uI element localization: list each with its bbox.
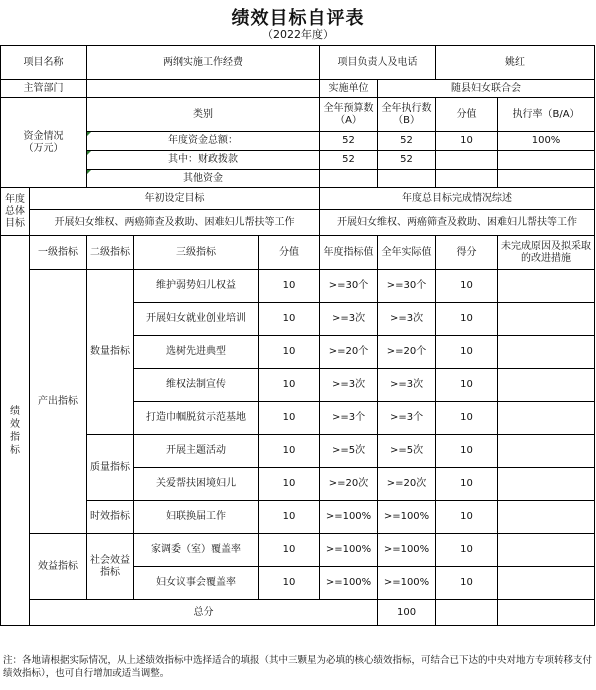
output-label: 产出指标	[30, 270, 87, 534]
table-row	[1, 501, 595, 534]
indicator-reason	[498, 468, 595, 501]
goal-set-text: 开展妇女维权、两癌筛查及救助、困难妇儿帮扶等工作	[30, 210, 320, 236]
indicator-got: 10	[436, 369, 498, 402]
indicator-score: 10	[259, 303, 320, 336]
indicator-got: 10	[436, 567, 498, 600]
indicator-reason	[498, 303, 595, 336]
indicator-name: 家调委（室）覆盖率	[134, 534, 259, 567]
unit-label: 实施单位	[320, 80, 378, 98]
funds-row	[1, 151, 595, 170]
indicator-name: 维护弱势妇儿权益	[134, 270, 259, 303]
indicator-score: 10	[259, 567, 320, 600]
funds-row	[1, 170, 595, 188]
indicator-target: >=100%	[320, 501, 378, 534]
indicator-score: 10	[259, 336, 320, 369]
table-row	[1, 435, 595, 468]
indicator-actual: >=20个	[378, 336, 436, 369]
goal-set-header: 年初设定目标	[30, 188, 320, 210]
indicator-target: >=3次	[320, 369, 378, 402]
indicator-actual: >=30个	[378, 270, 436, 303]
dept-label: 主管部门	[1, 80, 87, 98]
indicator-got: 10	[436, 468, 498, 501]
project-name-label: 项目名称	[1, 46, 87, 80]
total-score: 100	[378, 600, 436, 626]
indicator-actual: >=5次	[378, 435, 436, 468]
funds-executed-header: 全年执行数（B）	[378, 98, 436, 132]
quality-label: 质量指标	[87, 435, 134, 501]
footnote: 注：各地请根据实际情况，从上述绩效指标中选择适合的填报（其中三颗星为必填的核心绩效指标，可结合已下达的中央对地方专项转移支付绩效指标），也可自行增加或适当调整。	[3, 655, 593, 679]
indicator-score: 10	[259, 534, 320, 567]
funds-row-executed: 52	[378, 151, 436, 170]
indicator-name: 关爱帮扶困境妇儿	[134, 468, 259, 501]
funds-rate-header: 执行率（B/A）	[498, 98, 595, 132]
project-name: 两纲实施工作经费	[87, 46, 320, 80]
funds-row-budget	[320, 170, 378, 188]
table-row	[1, 534, 595, 567]
indicator-header-row	[1, 236, 595, 270]
goal-label-line3: 目标	[5, 217, 25, 229]
indicator-actual: >=3个	[378, 402, 436, 435]
indicator-reason	[498, 369, 595, 402]
indicator-got: 10	[436, 303, 498, 336]
level2-header: 二级指标	[87, 236, 134, 270]
funds-category-header: 类别	[87, 98, 320, 132]
indicator-actual: >=100%	[378, 501, 436, 534]
funds-row-score: 10	[436, 132, 498, 151]
score-header: 分值	[259, 236, 320, 270]
indicator-actual: >=100%	[378, 567, 436, 600]
indicator-score: 10	[259, 402, 320, 435]
funds-row-label: 其他资金	[87, 170, 320, 188]
goal-done-text: 开展妇女维权、两癌筛查及救助、困难妇儿帮扶等工作	[320, 210, 595, 236]
indicator-name: 维权法制宣传	[134, 369, 259, 402]
dept-value	[87, 80, 320, 98]
quantity-label: 数量指标	[87, 270, 134, 435]
funds-row-executed	[378, 170, 436, 188]
indicator-target: >=3个	[320, 402, 378, 435]
indicator-got: 10	[436, 402, 498, 435]
indicator-score: 10	[259, 369, 320, 402]
funds-row-label: 年度资金总额：	[87, 132, 320, 151]
indicator-score: 10	[259, 468, 320, 501]
goal-done-header: 年度总目标完成情况综述	[320, 188, 595, 210]
goal-label-line2: 总体	[5, 205, 25, 217]
project-contact-label: 项目负责人及电话	[320, 46, 436, 80]
indicator-reason	[498, 567, 595, 600]
indicator-target: >=30个	[320, 270, 378, 303]
level3-header: 三级指标	[134, 236, 259, 270]
evaluation-table	[0, 45, 595, 626]
indicator-score: 10	[259, 435, 320, 468]
project-row	[1, 46, 595, 80]
level1-header: 一级指标	[30, 236, 87, 270]
indicator-got: 10	[436, 336, 498, 369]
indicator-got: 10	[436, 501, 498, 534]
indicator-name: 妇联换届工作	[134, 501, 259, 534]
goal-text-row	[1, 210, 595, 236]
indicator-reason	[498, 435, 595, 468]
funds-row-score	[436, 170, 498, 188]
indicator-target: >=3次	[320, 303, 378, 336]
indicator-actual: >=100%	[378, 534, 436, 567]
indicator-name: 开展主题活动	[134, 435, 259, 468]
indicator-side-label	[1, 236, 30, 626]
indicator-name: 妇女议事会覆盖率	[134, 567, 259, 600]
page-subtitle: （2022年度）	[262, 28, 334, 41]
indicator-score: 10	[259, 501, 320, 534]
funds-row-label: 其中：财政拨款	[87, 151, 320, 170]
indicator-target: >=100%	[320, 567, 378, 600]
funds-row-rate	[498, 170, 595, 188]
actual-header: 全年实际值	[378, 236, 436, 270]
indicator-got: 10	[436, 270, 498, 303]
funds-label	[1, 98, 87, 188]
indicator-name: 打造巾帼脱贫示范基地	[134, 402, 259, 435]
unit-value: 随县妇女联合会	[378, 80, 595, 98]
funds-label-line2: （万元）	[23, 142, 64, 154]
funds-score-header: 分值	[436, 98, 498, 132]
time-label: 时效指标	[87, 501, 134, 534]
indicator-actual: >=3次	[378, 369, 436, 402]
indicator-reason	[498, 270, 595, 303]
reason-header: 未完成原因及拟采取的改进措施	[498, 236, 595, 270]
funds-row-rate	[498, 151, 595, 170]
funds-label-line1: 资金情况	[23, 130, 64, 142]
indicator-target: >=20个	[320, 336, 378, 369]
dept-row	[1, 80, 595, 98]
indicator-target: >=5次	[320, 435, 378, 468]
indicator-reason	[498, 336, 595, 369]
funds-row	[1, 132, 595, 151]
indicator-side-text: 绩效指标	[10, 405, 20, 456]
page-title: 绩效目标自评表	[231, 8, 365, 29]
table-row	[1, 270, 595, 303]
target-header: 年度指标值	[320, 236, 378, 270]
funds-header-row	[1, 98, 595, 132]
funds-budget-header: 全年预算数（A）	[320, 98, 378, 132]
indicator-score: 10	[259, 270, 320, 303]
indicator-name: 开展妇女就业创业培训	[134, 303, 259, 336]
got-header: 得分	[436, 236, 498, 270]
indicator-actual: >=20次	[378, 468, 436, 501]
goal-label-line1: 年度	[5, 193, 25, 205]
indicator-target: >=20次	[320, 468, 378, 501]
funds-row-score	[436, 151, 498, 170]
goal-header-row	[1, 188, 595, 210]
total-label: 总分	[30, 600, 378, 626]
funds-row-executed: 52	[378, 132, 436, 151]
total-blank-1	[436, 600, 498, 626]
indicator-actual: >=3次	[378, 303, 436, 336]
benefit-label: 效益指标	[30, 534, 87, 600]
indicator-target: >=100%	[320, 534, 378, 567]
total-blank-2	[498, 600, 595, 626]
goal-label	[1, 188, 30, 236]
indicator-reason	[498, 534, 595, 567]
indicator-got: 10	[436, 534, 498, 567]
funds-row-rate: 100%	[498, 132, 595, 151]
funds-row-budget: 52	[320, 132, 378, 151]
funds-row-budget: 52	[320, 151, 378, 170]
total-row	[1, 600, 595, 626]
indicator-reason	[498, 501, 595, 534]
social-label: 社会效益指标	[87, 534, 134, 600]
project-contact: 姚红	[436, 46, 595, 80]
indicator-reason	[498, 402, 595, 435]
indicator-got: 10	[436, 435, 498, 468]
indicator-name: 选树先进典型	[134, 336, 259, 369]
